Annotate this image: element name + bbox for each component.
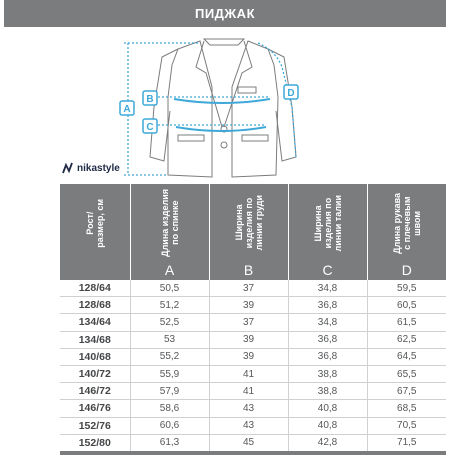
brand-name: nikastyle (77, 162, 120, 174)
size-cell: 140/72 (60, 365, 130, 382)
measure-cell: 60,5 (367, 297, 446, 314)
measure-cell: 40,8 (288, 417, 367, 434)
measure-cell: 40,8 (288, 400, 367, 417)
measure-cell: 38,8 (288, 365, 367, 382)
measure-cell: 60,6 (130, 417, 209, 434)
measure-cell: 70,5 (367, 417, 446, 434)
header-sleeve-length: Длина рукава с плечевым швом (367, 184, 446, 262)
measure-cell: 67,5 (367, 383, 446, 400)
measure-cell: 37 (209, 280, 288, 297)
header-size: Рост/ размер, см (60, 184, 130, 262)
letter-C: C (288, 262, 367, 280)
measure-cell: 62,5 (367, 331, 446, 348)
size-cell: 140/68 (60, 348, 130, 365)
measure-cell: 42,8 (288, 434, 367, 453)
letter-B: B (209, 262, 288, 280)
jacket-body-outline-right (232, 41, 278, 177)
svg-text:B: B (146, 94, 154, 105)
label-B (143, 91, 157, 105)
header-chest-width: Ширина изделия по линии груди (209, 184, 288, 262)
measure-cell: 39 (209, 331, 288, 348)
label-A (120, 101, 134, 115)
breast-pocket (238, 87, 256, 93)
header-back-length: Длина изделия по спинке (130, 184, 209, 262)
measure-cell: 36,8 (288, 331, 367, 348)
measure-cell: 61,3 (130, 434, 209, 453)
measure-cell: 36,8 (288, 297, 367, 314)
letter-A: A (130, 262, 209, 280)
svg-text:C: C (146, 122, 154, 133)
measure-cell: 39 (209, 297, 288, 314)
measure-cell: 38,8 (288, 383, 367, 400)
size-cell: 146/76 (60, 400, 130, 417)
table-row (60, 417, 446, 434)
measure-cell: 53 (130, 331, 209, 348)
measure-cell: 37 (209, 314, 288, 331)
table-row (60, 434, 446, 453)
measure-cell: 64,5 (367, 348, 446, 365)
measure-cell: 55,9 (130, 365, 209, 382)
table-row (60, 348, 446, 365)
lower-pocket-left (178, 135, 204, 141)
jacket-lapel-left (196, 41, 222, 127)
letter-blank (60, 262, 130, 280)
measure-cell: 50,5 (130, 280, 209, 297)
page-title: ПИДЖАК (4, 0, 446, 27)
measure-cell: 57,9 (130, 383, 209, 400)
label-C (143, 119, 157, 133)
measure-cell: 65,5 (367, 365, 446, 382)
table-row (60, 400, 446, 417)
size-cell: 134/64 (60, 314, 130, 331)
measure-cell: 59,5 (367, 280, 446, 297)
measure-cell: 43 (209, 417, 288, 434)
svg-text:D: D (287, 88, 295, 99)
letter-D: D (367, 262, 446, 280)
table-row (60, 280, 446, 297)
jacket-collar (204, 39, 244, 45)
measure-cell: 43 (209, 400, 288, 417)
table-row (60, 331, 446, 348)
measure-cell: 41 (209, 383, 288, 400)
measure-cell: 68,5 (367, 400, 446, 417)
brand-logo (62, 162, 120, 174)
svg-text:A: A (123, 104, 131, 115)
size-cell: 152/80 (60, 434, 130, 453)
measure-cell: 55,2 (130, 348, 209, 365)
size-cell: 152/76 (60, 417, 130, 434)
measure-cell: 34,8 (288, 314, 367, 331)
measure-cell: 39 (209, 348, 288, 365)
measure-cell: 45 (209, 434, 288, 453)
measure-cell: 52,5 (130, 314, 209, 331)
jacket-lapel-right (224, 41, 252, 127)
label-D (284, 85, 298, 99)
header-waist-width: Ширина изделия по линии талии (288, 184, 367, 262)
measure-cell: 58,6 (130, 400, 209, 417)
nikastyle-logo-icon (62, 162, 74, 174)
table-header-row (60, 184, 446, 262)
measure-cell: 61,5 (367, 314, 446, 331)
size-cell: 128/64 (60, 280, 130, 297)
size-table (60, 184, 446, 455)
measure-cell: 34,8 (288, 280, 367, 297)
measure-cell: 41 (209, 365, 288, 382)
lower-pocket-right (242, 135, 268, 141)
table-letter-row (60, 262, 446, 280)
measure-cell: 51,2 (130, 297, 209, 314)
table-row (60, 297, 446, 314)
size-cell: 134/68 (60, 331, 130, 348)
button-bottom (221, 142, 227, 148)
jacket-body-outline (168, 41, 212, 177)
measure-cell: 36,8 (288, 348, 367, 365)
size-cell: 128/68 (60, 297, 130, 314)
table-row (60, 314, 446, 331)
size-cell: 146/72 (60, 383, 130, 400)
table-row (60, 383, 446, 400)
table-row (60, 365, 446, 382)
measure-cell: 71,5 (367, 434, 446, 453)
